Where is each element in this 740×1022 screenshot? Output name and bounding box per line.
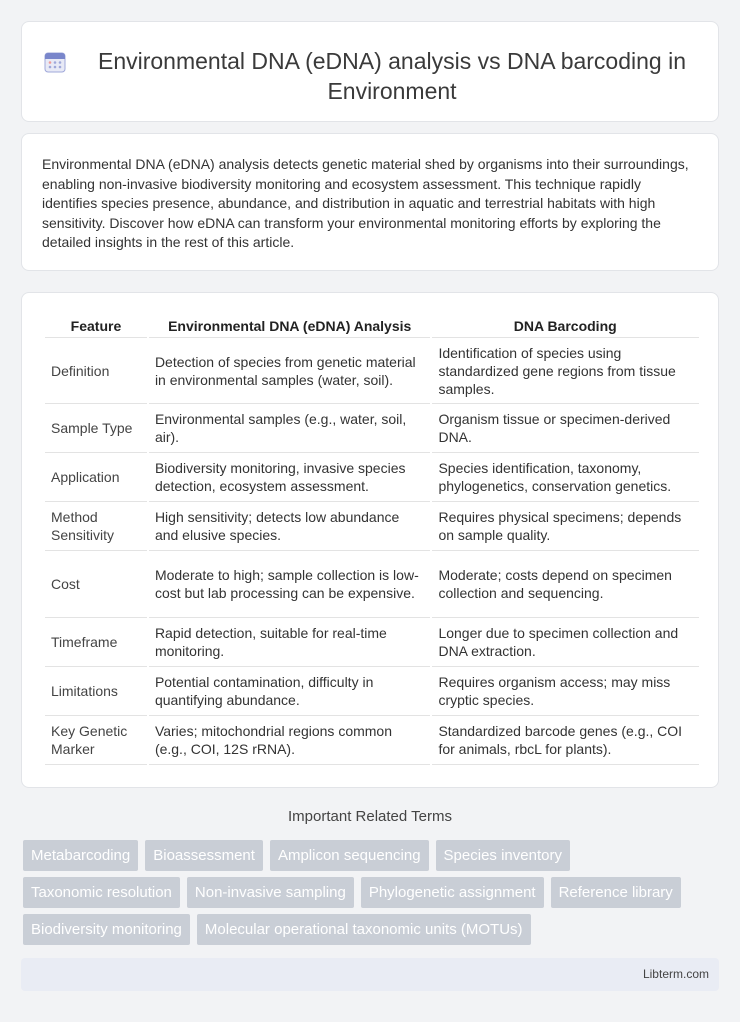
comparison-table [43,313,699,765]
row-feature: Timeframe [44,618,148,667]
term-tag[interactable]: Metabarcoding [23,840,138,871]
row-edna: Moderate to high; sample collection is low-cost but lab processing can be expensive. [148,551,432,618]
title-card [21,21,719,122]
row-feature: Limitations [44,667,148,716]
row-feature: Key Genetic Marker [44,716,148,765]
table-row [44,618,699,667]
row-edna: High sensitivity; detects low abundance and elusive species. [148,502,432,551]
comparison-table-card [21,292,719,788]
header-barcoding: DNA Barcoding [431,313,699,338]
row-feature: Method Sensitivity [44,502,148,551]
row-edna: Potential contamination, difficulty in quantifying abundance. [148,667,432,716]
row-feature: Sample Type [44,404,148,453]
row-barcoding: Requires organism access; may miss cryptic species. [431,667,699,716]
row-edna: Biodiversity monitoring, invasive species detection, ecosystem assessment. [148,453,432,502]
term-tag[interactable]: Molecular operational taxonomic units (MOTUs) [197,914,531,945]
intro-card [21,133,719,271]
term-tag[interactable]: Taxonomic resolution [23,877,180,908]
term-tag[interactable]: Amplicon sequencing [270,840,429,871]
table-row [44,667,699,716]
table-row [44,453,699,502]
table-row [44,502,699,551]
row-barcoding: Longer due to specimen collection and DNA extraction. [431,618,699,667]
footer-site-link[interactable]: Libterm.com [642,967,709,981]
row-edna: Rapid detection, suitable for real-time monitoring. [148,618,432,667]
row-edna: Detection of species from genetic material in environmental samples (water, soil). [148,338,432,404]
term-tag[interactable]: Species inventory [436,840,570,871]
row-edna: Environmental samples (e.g., water, soil, air). [148,404,432,453]
row-barcoding: Organism tissue or specimen-derived DNA. [431,404,699,453]
related-terms-list [23,840,723,945]
term-tag[interactable]: Bioassessment [145,840,263,871]
header-edna: Environmental DNA (eDNA) Analysis [148,313,432,338]
row-feature: Application [44,453,148,502]
term-tag[interactable]: Reference library [551,877,681,908]
row-edna: Varies; mitochondrial regions common (e.g., COI, 12S rRNA). [148,716,432,765]
table-row [44,338,699,404]
row-feature: Cost [44,551,148,618]
row-barcoding: Moderate; costs depend on specimen collection and sequencing. [431,551,699,618]
calendar-icon [43,50,67,74]
header-feature: Feature [44,313,148,338]
page-title: Environmental DNA (eDNA) analysis vs DNA barcoding in Environment [97,48,687,104]
footer [21,958,719,991]
term-tag[interactable]: Biodiversity monitoring [23,914,190,945]
term-tag[interactable]: Phylogenetic assignment [361,877,544,908]
table-row [44,404,699,453]
table-row [44,551,699,618]
table-row [44,716,699,765]
table-header-row [44,313,699,338]
term-tag[interactable]: Non-invasive sampling [187,877,354,908]
intro-paragraph: Environmental DNA (eDNA) analysis detects genetic material shed by organisms into their surroundings, enabling non-invasive biodiversity monitoring and ecosystem assessment. This technique rapidly identifies species presence, abundance, and distribution in aquatic and terrestrial habitats with high sensitivity. Discover how eDNA can transform your environmental monitoring efforts by exploring the detailed insights in the rest of this article. [42,156,689,251]
row-barcoding: Requires physical specimens; depends on sample quality. [431,502,699,551]
row-barcoding: Identification of species using standardized gene regions from tissue samples. [431,338,699,404]
row-feature: Definition [44,338,148,404]
related-terms-heading: Important Related Terms [288,808,452,825]
row-barcoding: Standardized barcode genes (e.g., COI for animals, rbcL for plants). [431,716,699,765]
row-barcoding: Species identification, taxonomy, phylogenetics, conservation genetics. [431,453,699,502]
